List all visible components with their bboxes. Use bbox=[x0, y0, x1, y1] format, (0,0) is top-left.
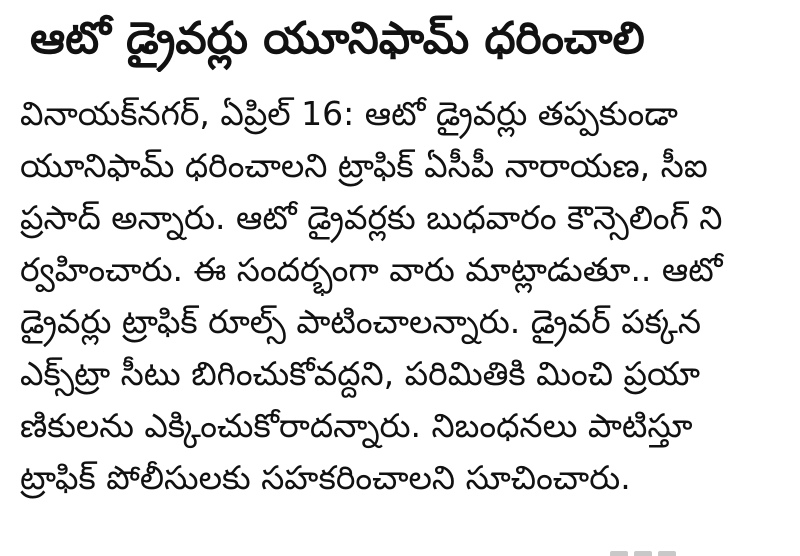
article-line: ర్వహించారు. ఈ సందర్భంగా వారు మాట్లాడుతూ.. ఆటో bbox=[20, 250, 723, 289]
cropped-next-line-fragment bbox=[610, 544, 720, 556]
article-line: వినాయక్‌నగర్, ఏప్రిల్ 16: ఆటో డ్రైవర్లు తప్పకుండా bbox=[20, 94, 678, 133]
article-line: ప్రసాద్ అన్నారు. ఆటో డ్రైవర్లకు బుధవారం కౌన్సెలింగ్ ని bbox=[20, 198, 723, 237]
article-body bbox=[20, 88, 800, 504]
article-line: ణికులను ఎక్కించుకోరాదన్నారు. నిబంధనలు పాటిస్తూ bbox=[20, 406, 693, 445]
article-line: యూనిఫామ్ ధరించాలని ట్రాఫిక్ ఏసీపీ నారాయణ, సీఐ bbox=[20, 146, 708, 185]
article-line: ఎక్స్‌ట్రా సీటు బిగించుకోవద్దని, పరిమితికి మించి ప్రయా bbox=[20, 354, 701, 393]
article-line: ట్రాఫిక్ పోలీసులకు సహకరించాలని సూచించారు. bbox=[20, 458, 631, 497]
text-fragment-mark bbox=[634, 551, 652, 556]
text-fragment-mark bbox=[610, 551, 628, 556]
article-line: డ్రైవర్లు ట్రాఫిక్ రూల్స్ పాటించాలన్నారు. డ్రైవర్ పక్కన bbox=[20, 302, 701, 341]
article-headline: ఆటో డ్రైవర్లు యూనిఫామ్ ధరించాలి bbox=[30, 13, 645, 64]
text-fragment-mark bbox=[658, 551, 676, 556]
